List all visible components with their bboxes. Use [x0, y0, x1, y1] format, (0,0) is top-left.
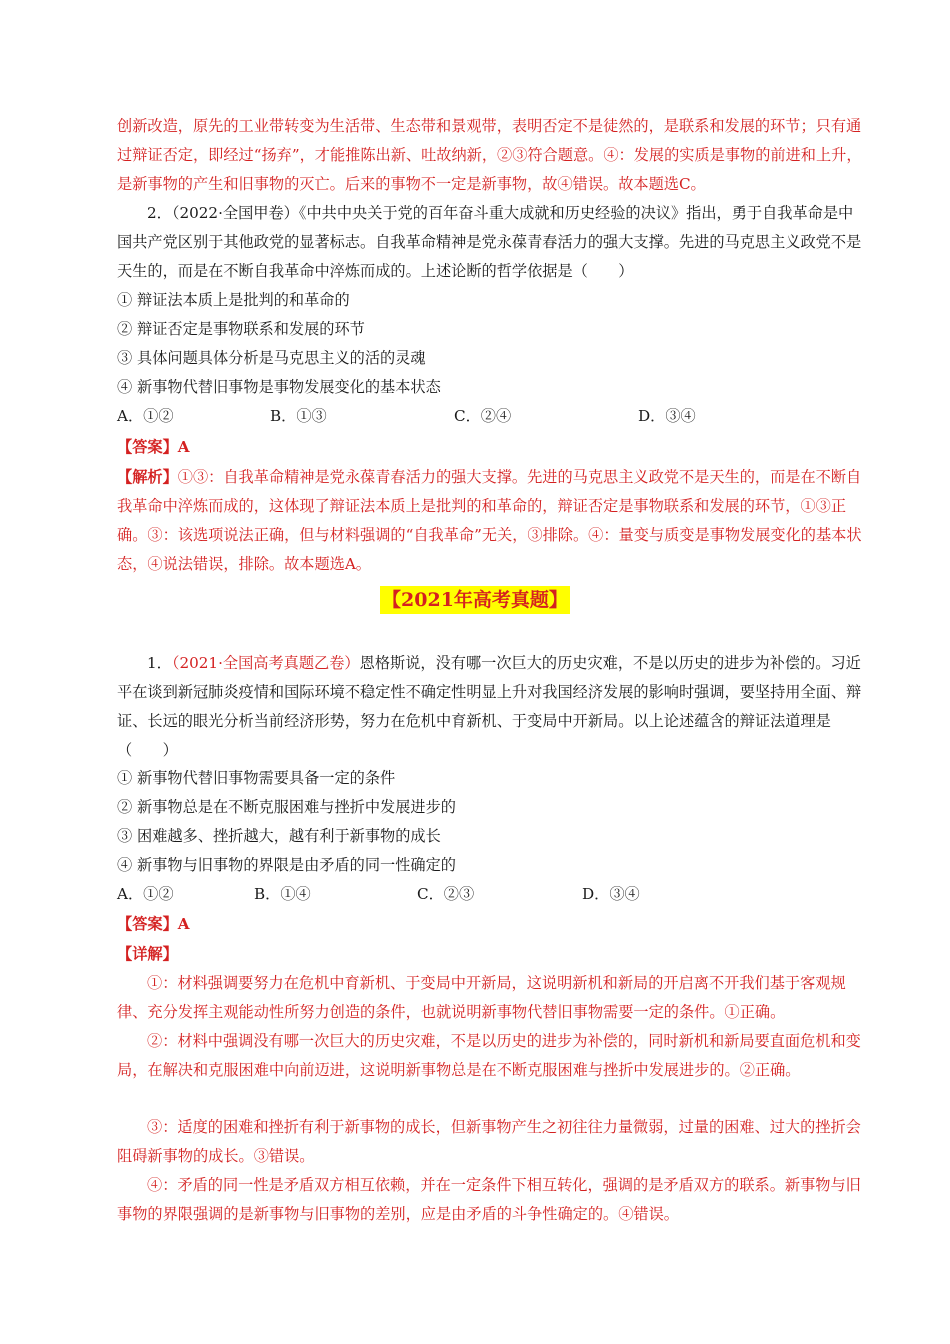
detail-paragraph: ②：材料中强调没有哪一次巨大的历史灾难，不是以历史的进步为补偿的，同时新机和新局要直面危机和变局，在解决和克服困难中向前迈进，这说明新事物总是在不断克服困难与挫折中发展进步的。②正确。: [117, 1032, 861, 1079]
detail-paragraph: ④：矛盾的同一性是矛盾双方相互依赖，并在一定条件下相互转化，强调的是矛盾双方的联系。新事物与旧事物的界限强调的是新事物与旧事物的差别，应是由矛盾的斗争性确定的。④错误。: [117, 1176, 861, 1223]
section-heading-text: 【2021年高考真题】: [380, 586, 570, 614]
statement-item: ① 新事物代替旧事物需要具备一定的条件: [117, 769, 396, 787]
question-2021-1-stem: [117, 649, 862, 765]
detail-paragraph: ①：材料强调要努力在危机中育新机、于变局中开新局，这说明新机和新局的开启离不开我们基于客观规律、充分发挥主观能动性所努力创造的条件，也就说明新事物代替旧事物需要一定的条件。①正确。: [117, 974, 846, 1021]
analysis-text: [117, 463, 862, 579]
statement-item: ① 辩证法本质上是批判的和革命的: [117, 291, 350, 309]
option-d: D．③④: [582, 885, 640, 903]
question-source: （2021·全国高考真题乙卷）: [171, 654, 360, 672]
statement-item: ③ 具体问题具体分析是马克思主义的活的灵魂: [117, 349, 426, 367]
detail-paragraph: ③：适度的困难和挫折有利于新事物的成长，但新事物产生之初往往力量微弱，过量的困难、过大的挫折会阻碍新事物的成长。③错误。: [117, 1118, 861, 1165]
option-a: A．①②: [117, 885, 174, 903]
answer-label: 【答案】A: [117, 915, 190, 933]
question-number: 2．: [147, 204, 172, 222]
analysis-body: ①③：自我革命精神是党永葆青春活力的强大支撑。先进的马克思主义政党不是天生的，而是在不断自我革命中淬炼而成的，这体现了辩证法本质上是批判的和革命的，辩证否定是事物联系和发展的环节，①③正确。③：该选项说法正确，但与材料强调的“自我革命”无关，③排除。④：量变与质变是事物发展变化的基本状态，④说法错误，排除。故本题选A。: [117, 468, 862, 573]
option-b: B．①③: [270, 407, 327, 425]
question-2022-2-stem: [117, 199, 862, 286]
option-c: C．②③: [417, 885, 475, 903]
statement-item: ② 新事物总是在不断克服困难与挫折中发展进步的: [117, 798, 456, 816]
option-d: D．③④: [638, 407, 696, 425]
statement-item: ③ 困难越多、挫折越大，越有利于新事物的成长: [117, 827, 441, 845]
option-a: A．①②: [117, 407, 174, 425]
question-text: 《中共中央关于党的百年奋斗重大成就和历史经验的决议》指出，勇于自我革命是中国共产党区别于其他政党的显著标志。自我革命精神是党永葆青春活力的强大支撑。先进的马克思主义政党不是天生的，而是在不断自我革命中淬炼而成的。上述论断的哲学依据是（ ）: [117, 204, 862, 280]
statement-item: ④ 新事物代替旧事物是事物发展变化的基本状态: [117, 378, 441, 396]
previous-analysis-text: 创新改造，原先的工业带转变为生活带、生态带和景观带，表明否定不是徒然的，是联系和发展的环节；只有通过辩证否定，即经过“扬弃”，才能推陈出新、吐故纳新，②③符合题意。④：发展的实质是事物的前进和上升，是新事物的产生和旧事物的灭亡。后来的事物不一定是新事物，故④错误。故本题选C。: [117, 117, 862, 193]
option-c: C．②④: [454, 407, 512, 425]
question-text: 恩格斯说，没有哪一次巨大的历史灾难，不是以历史的进步为补偿的。习近平在谈到新冠肺炎疫情和国际环境不稳定性不确定性明显上升对我国经济发展的影响时强调，要坚持用全面、辩证、长远的眼光分析当前经济形势，努力在危机中育新机、于变局中开新局。以上论述蕴含的辩证法道理是（ ）: [117, 654, 862, 759]
section-heading: [0, 586, 950, 614]
question-number: 1．: [147, 654, 172, 672]
option-b: B．①④: [254, 885, 311, 903]
statement-item: ② 辩证否定是事物联系和发展的环节: [117, 320, 365, 338]
question-source: （2022·全国甲卷）: [171, 204, 299, 222]
analysis-label: 【解析】: [117, 468, 178, 486]
answer-label: 【答案】A: [117, 438, 190, 456]
statement-item: ④ 新事物与旧事物的界限是由矛盾的同一性确定的: [117, 856, 456, 874]
detail-label: 【详解】: [117, 945, 178, 963]
